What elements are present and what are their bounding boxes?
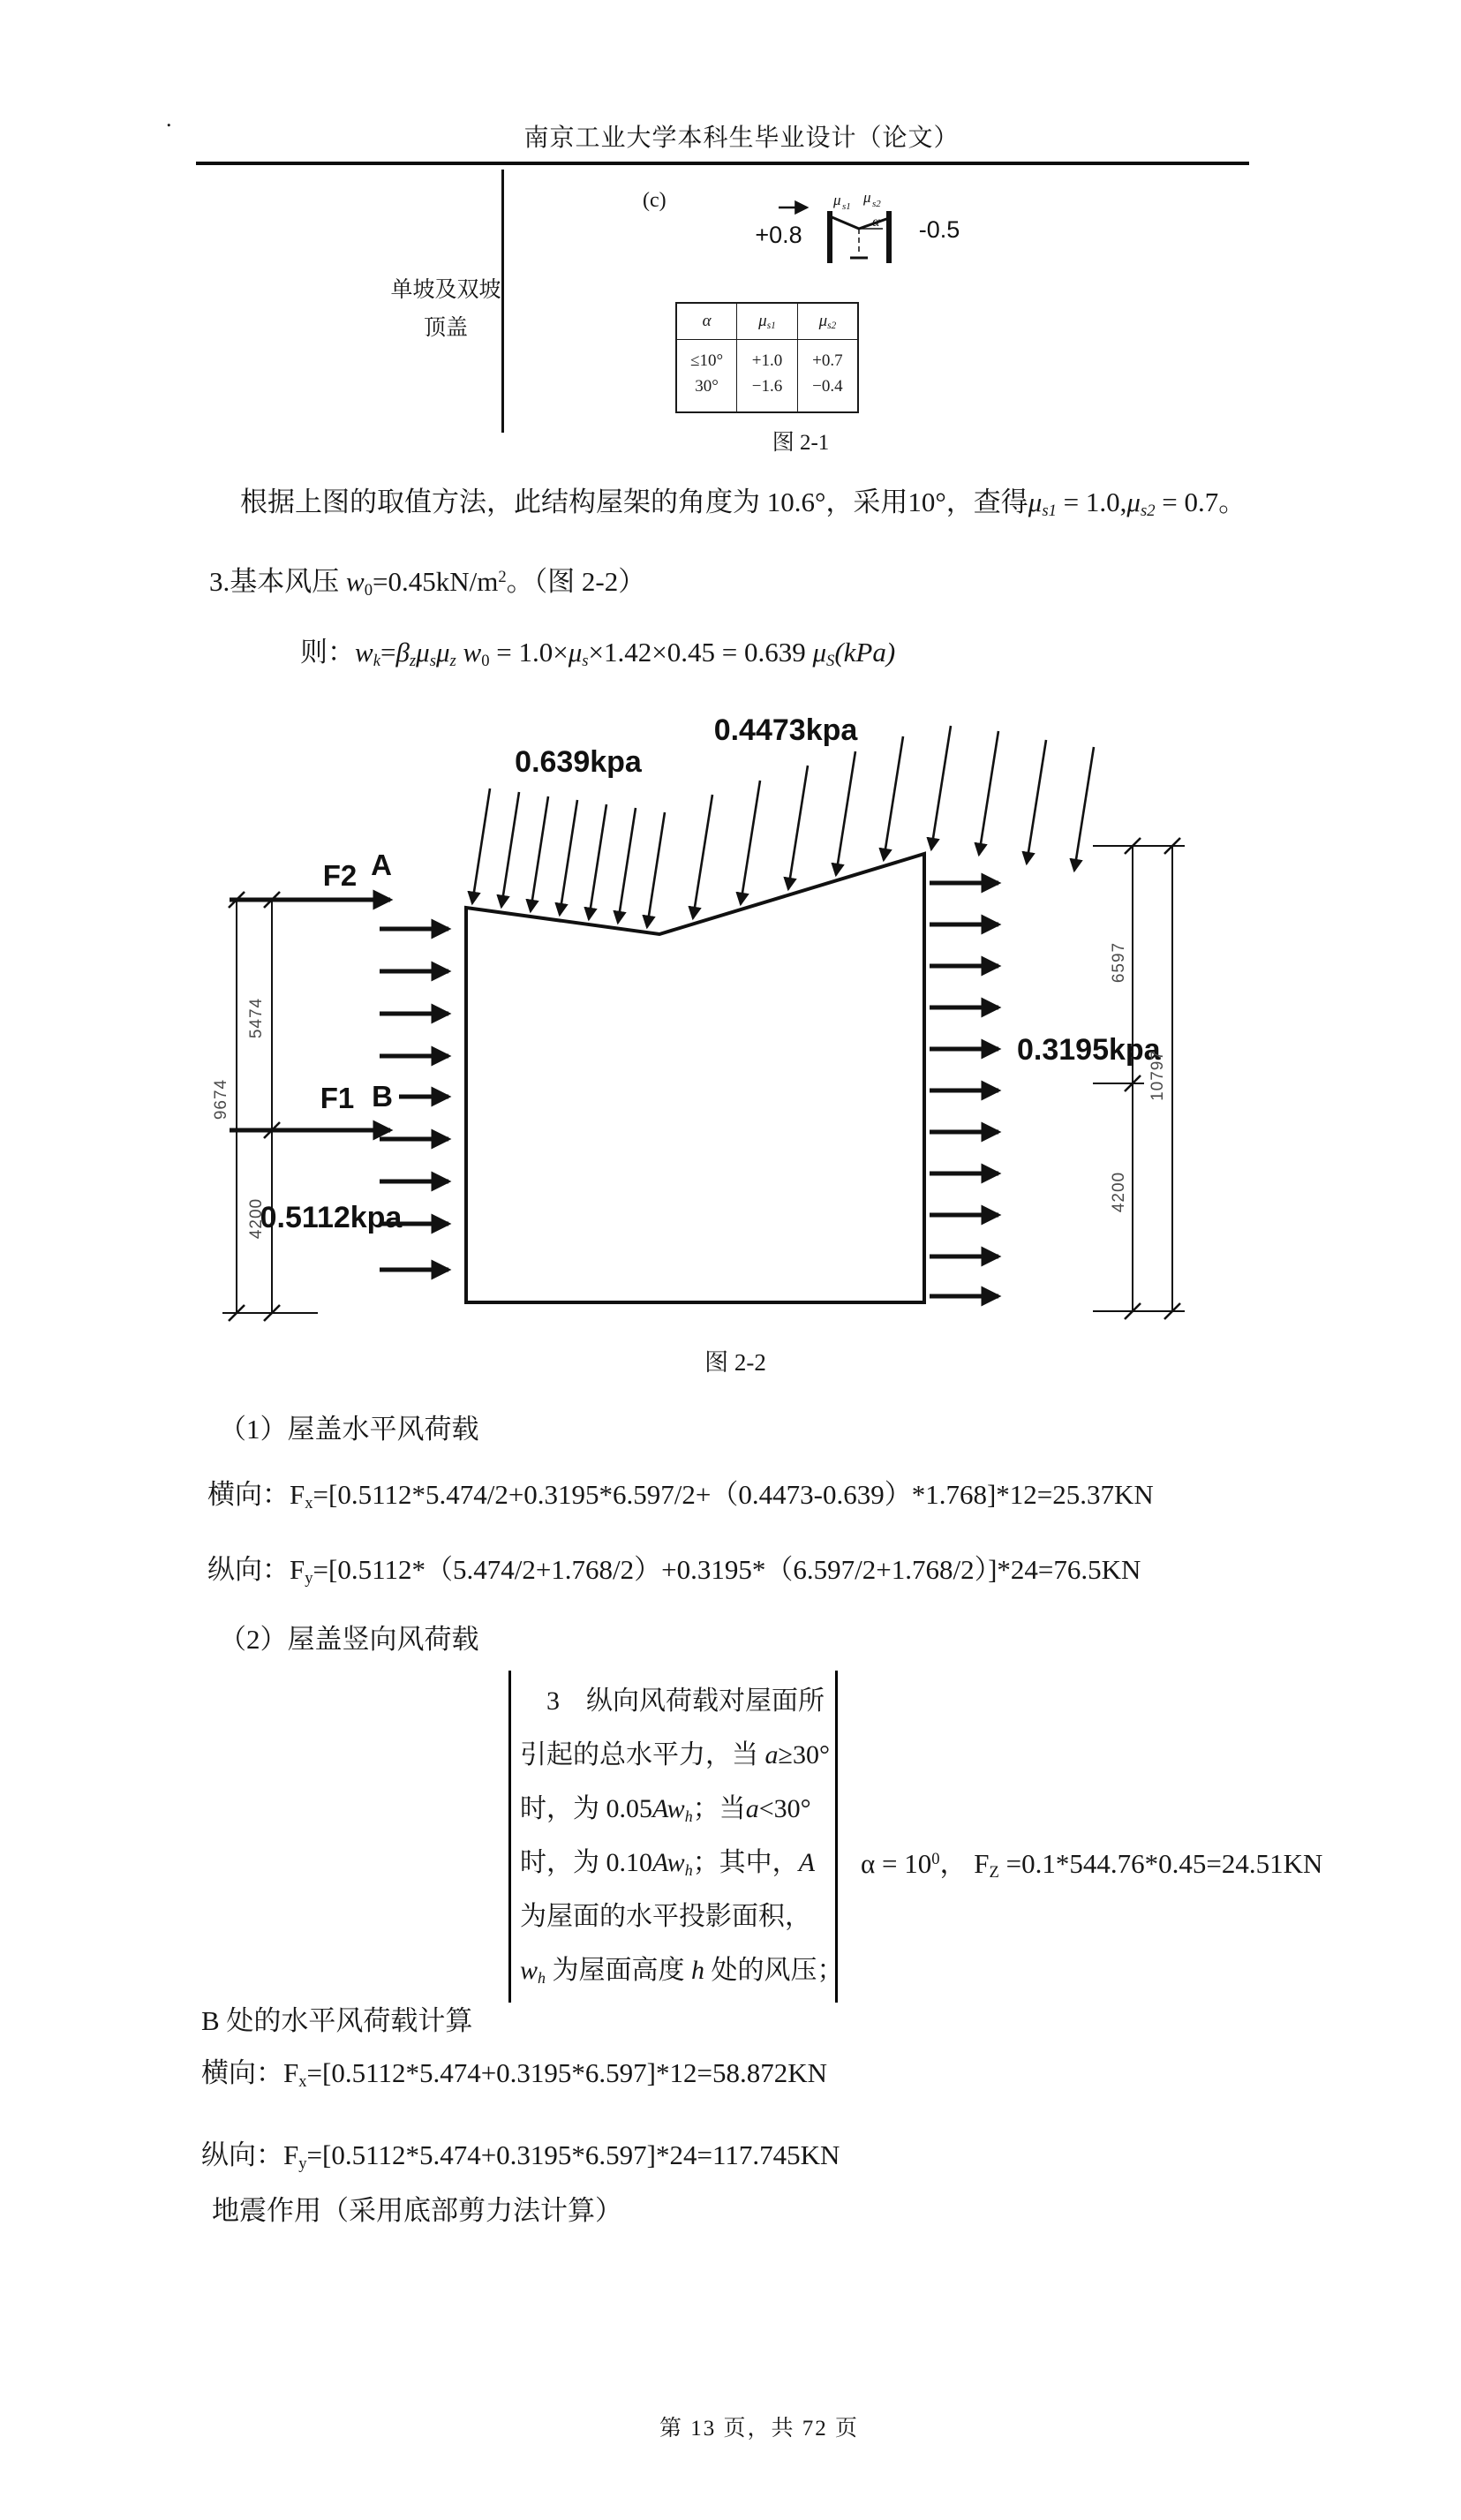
roof-pressure-left-label: 0.639kpa [515,745,642,779]
fy-roof-formula: 纵向：Fy=[0.5112*（5.474/2+1.768/2）+0.3195*（6.597/2+1.768/2）]*24=76.5KN [207,1554,1141,1588]
fx-roof-formula: 横向：Fx=[0.5112*5.474/2+0.3195*6.597/2+（0.4473-0.639）*1.768]*12=25.37KN [207,1479,1154,1513]
roof-section-sketch [830,211,889,263]
point-b-label: B [372,1080,393,1113]
dimension-right-bottom: 4200 [1110,1171,1128,1213]
excerpt-line: 3 纵向风荷载对屋面所 [546,1686,825,1716]
page-number-footer: 第 13 页，共 72 页 [659,2417,859,2441]
fz-vertical-wind-formula: $\alpha = 10^0$， FZ =0.1*544.76*0.45=24.51KN [861,1848,1323,1882]
right-dimension-lines [1093,838,1185,1319]
roof-wind-arrows-right [693,726,1094,918]
wk-formula-line: 则：wk=βzμsμz w0 = 1.0×μs×1.42×0.45 = 0.639 μS(kPa) [300,637,896,671]
figure-2-1-row-label: 单坡及双坡 [390,278,501,302]
wall-wind-arrows-right [930,883,998,1296]
wind-load-diagram [203,698,1262,1342]
figure-2-1-panel-label: (c) [643,189,666,212]
roof-pressure-coefficient-diagram [733,172,1024,305]
point-a-label: A [371,849,392,881]
table-header-mu-s2: μs2 [797,303,858,340]
table-cell: 30° [676,373,737,412]
mu-s1-symbol: μ [833,192,841,208]
dimension-left-bottom: 4200 [247,1197,266,1240]
mu-s2-subscript: s2 [872,199,881,209]
roof-wind-arrows-left [472,788,665,927]
wall-pressure-right-label: 0.3195kpa [1017,1033,1161,1067]
excerpt-line: 为屋面的水平投影面积， [520,1902,811,1931]
coefficient-right-value: -0.5 [918,216,960,243]
excerpt-line: 时，为 0.05Awh；当a<30° [520,1794,811,1826]
force-f1-label: F1 [320,1082,355,1114]
table-header-mu-s1: μs1 [737,303,798,340]
code-excerpt-box [508,1671,844,2003]
figure-2-1-caption: 图 2-1 [772,431,830,455]
table-cell: +0.7 [797,340,858,374]
excerpt-line: 引起的总水平力，当 a≥30° [520,1740,830,1769]
table-cell: −1.6 [737,373,798,412]
excerpt-line: wh 为屋面高度 h 处的风压； [520,1956,844,1988]
dimension-left-top: 5474 [247,997,266,1039]
roof-pressure-right-label: 0.4473kpa [713,713,858,747]
fy-point-b-formula: 纵向：Fy=[0.5112*5.474+0.3195*6.597]*24=117.745KN [201,2139,840,2174]
mu-s1-subscript: s1 [842,201,851,212]
point-b-section-title: B 处的水平风荷载计算 [201,2005,473,2036]
fx-point-b-formula: 横向：Fx=[0.5112*5.474+0.3195*6.597]*12=58.872KN [201,2057,828,2092]
excerpt-line: 时，为 0.10Awh；其中，A [520,1848,816,1880]
section-1-title: （1）屋盖水平风荷载 [219,1414,479,1445]
table-cell: +1.0 [737,340,798,374]
intro-paragraph: 根据上图的取值方法，此结构屋架的角度为 10.6°，采用10°，查得μs1 = 1.0,μs2 = 0.7。 [240,487,1246,521]
table-cell: ≤10° [676,340,737,374]
coefficient-left-value: +0.8 [755,222,802,248]
table-cell: −0.4 [797,373,858,412]
table-header-alpha: α [676,303,737,340]
table-row [676,340,858,374]
seismic-action-line: 地震作用（采用底部剪力法计算） [212,2195,622,2226]
building-outline [466,854,924,1302]
figure-2-2-caption: 图 2-2 [704,1349,766,1376]
figure-2-1-row-label: 顶盖 [423,316,468,340]
dimension-right-top: 6597 [1110,941,1128,984]
alpha-angle-label: α [872,215,880,230]
section-2-title: （2）屋盖竖向风荷载 [219,1624,479,1655]
basic-wind-pressure-line: 3.基本风压 $w0=0.45kN/m^2$。（图 2-2） [209,566,646,600]
page-header-title: 南京工业大学本科生毕业设计（论文） [523,124,960,152]
wall-pressure-left-label: 0.5112kpa [260,1201,403,1234]
mu-s2-symbol: μ [863,189,871,206]
force-f2-label: F2 [322,859,358,892]
dimension-left-total: 9674 [212,1078,230,1120]
pressure-coefficient-table [675,302,859,413]
dimension-right-total: 10797 [1148,1050,1167,1101]
header-rule [196,162,1249,165]
table-row [676,373,858,412]
stray-mark: . [166,106,172,132]
left-dimension-lines [222,892,318,1321]
